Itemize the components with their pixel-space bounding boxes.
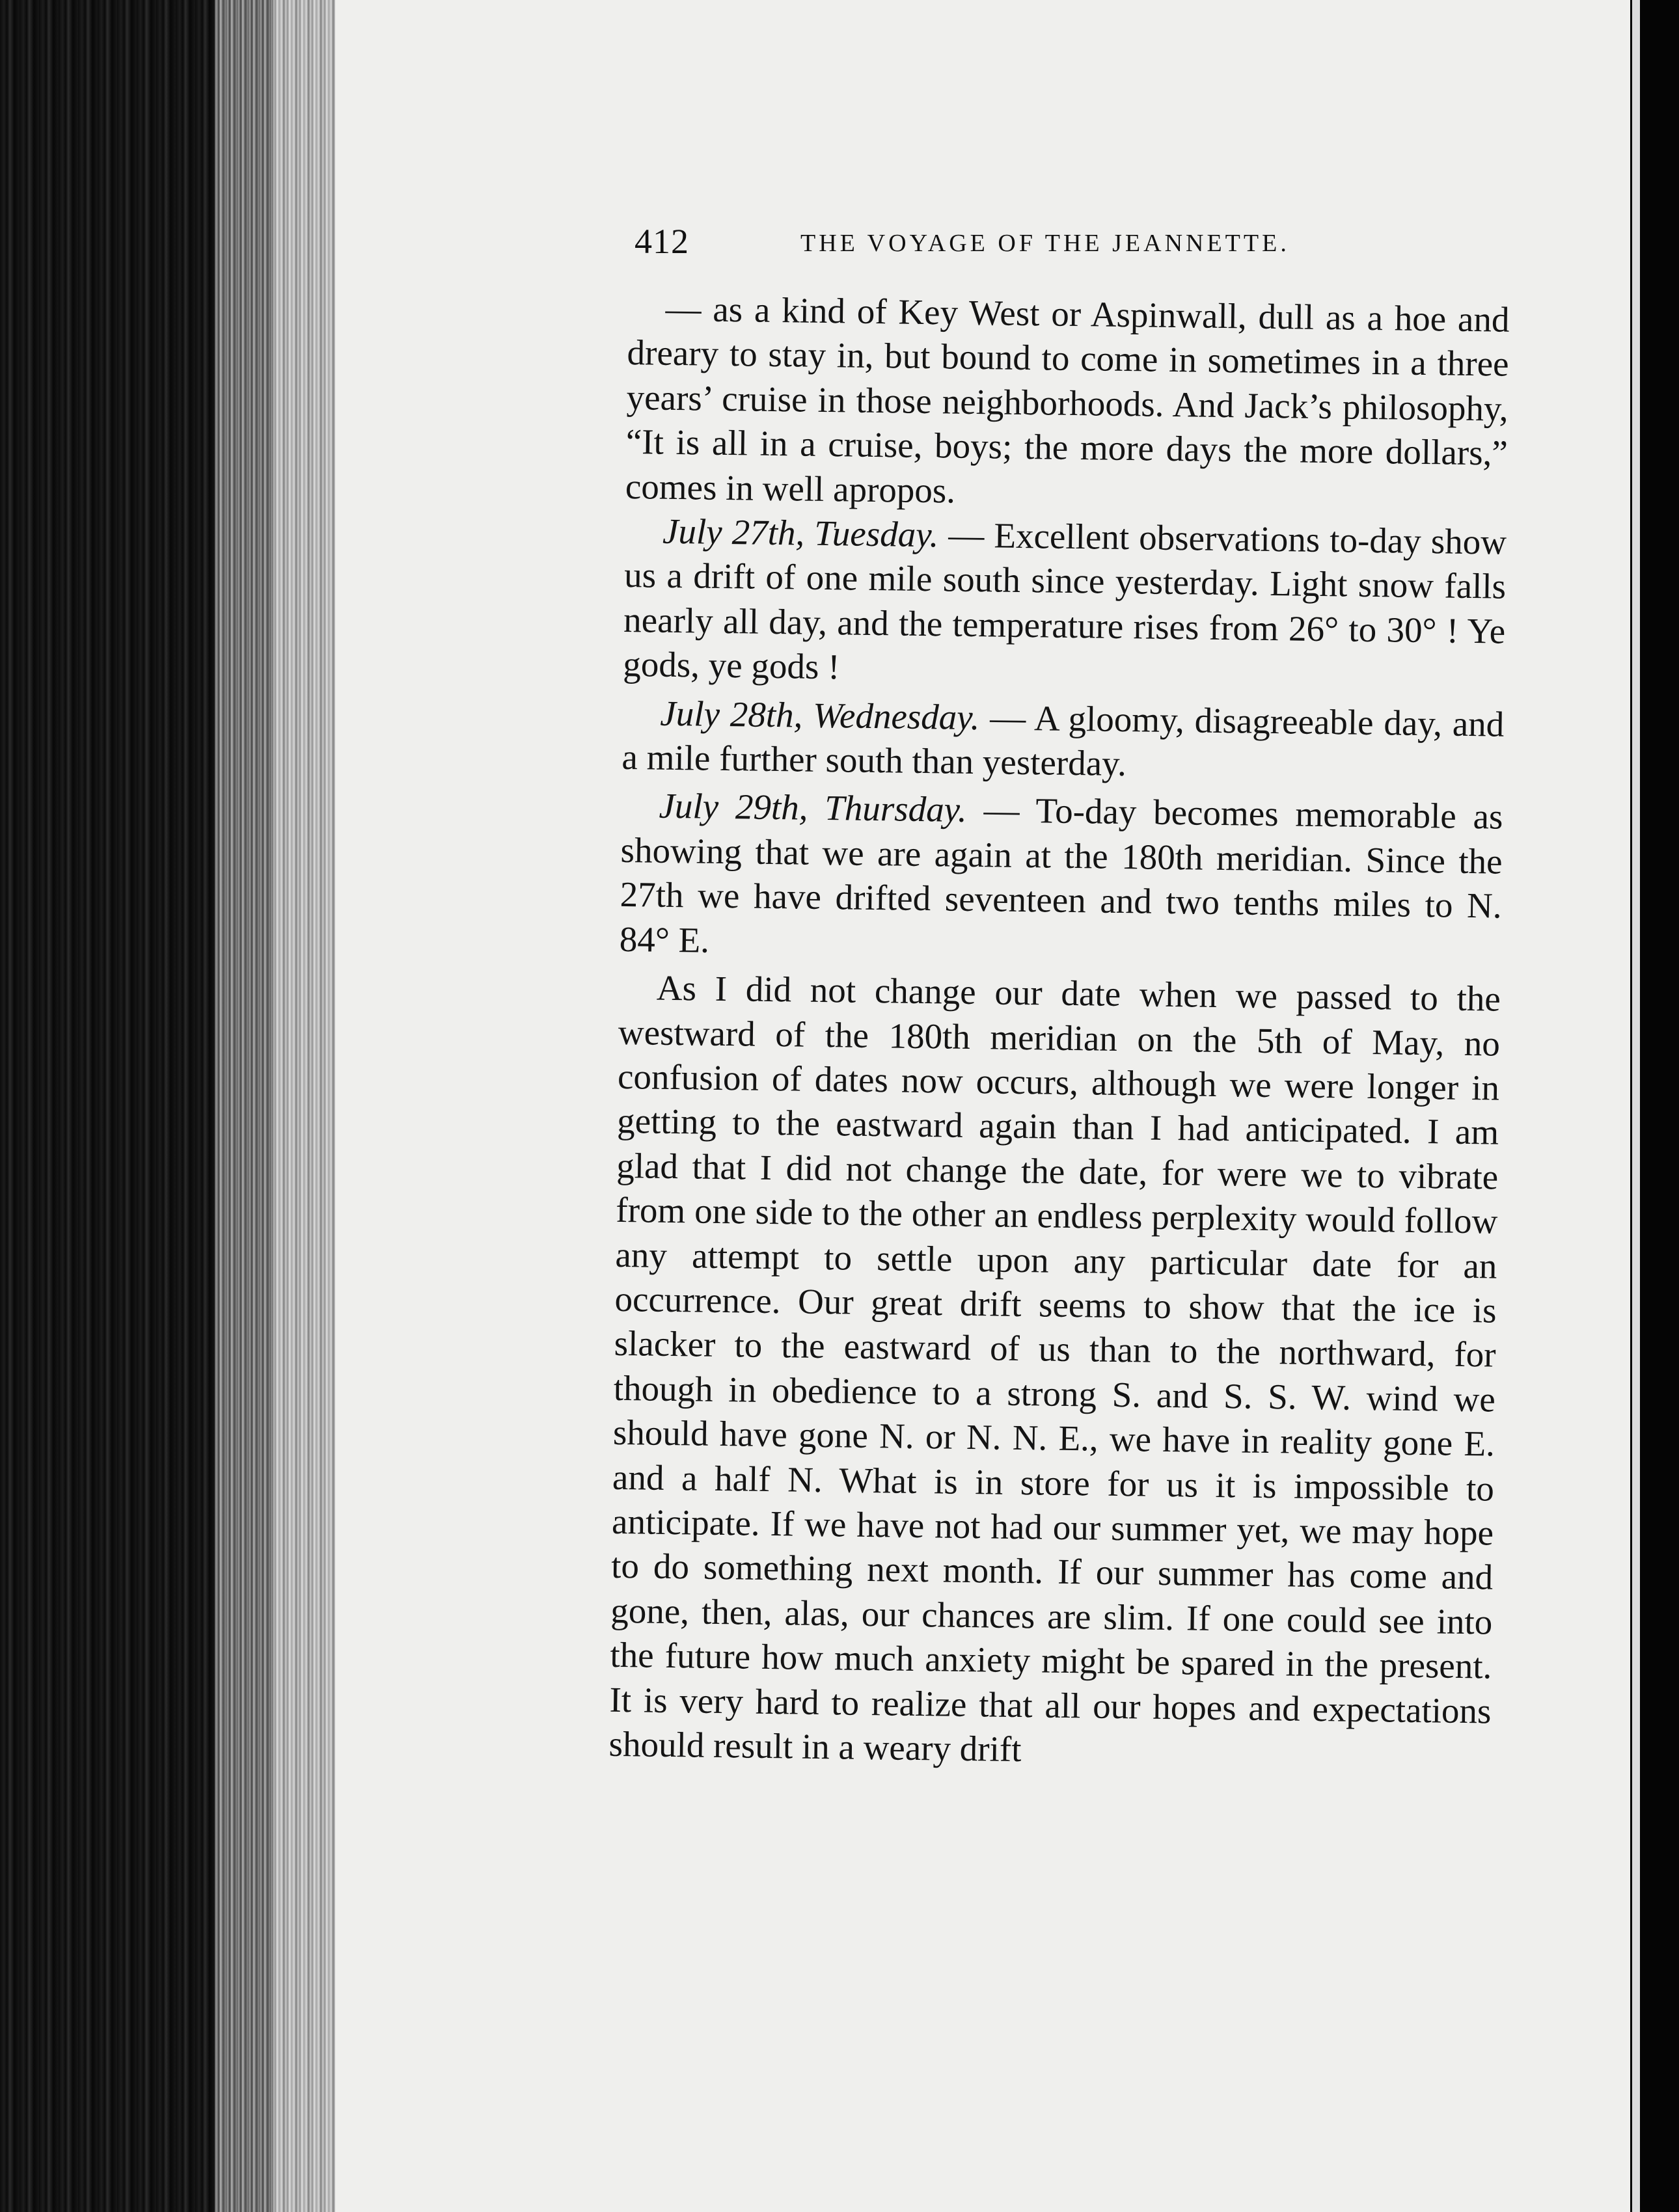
- entry-text: — Excellent observations to-day show us a drift of one mile south since yesterday. Light snow falls nearly all day, and the temperature rises from 26° to 30° ! Ye gods, ye gods !: [622, 515, 1507, 687]
- running-head: THE VOYAGE OF THE JEANNETTE.: [800, 230, 1290, 257]
- page-header: [635, 221, 1481, 267]
- page-number: 412: [635, 222, 689, 261]
- entry-text: — To-day becomes memorable as showing that we are again at the 180th meridian. Since the 27th we have drifted seventeen and two tenths miles to N. 84° E.: [619, 790, 1503, 960]
- scan-border-line: [1632, 0, 1640, 2212]
- paragraph: As I did not change our date when we passed to the westward of the 180th meridian on the 5th of May, no confusion of dates now occurs, although we were longer in getting to the eastward again than I had anticipated. I am glad that I did not change the date, for were we to vibrate from one side to the other an endless perplexity would follow any attempt to settle upon any particular date for an occurrence. Our great drift seems to show that the ice is slacker to the eastward of us than to the northward, for though in obedience to a strong S. and S. S. W. wind we should have gone N. or N. N. E., we have in reality gone E. and a half N. What is in store for us it is impossible to anticipate. If we have not had our summer yet, we may hope to do something next month. If our summer has come and gone, then, alas, our chances are slim. If one could see into the future how much anxiety might be spared in the present. It is very hard to realize that all our hopes and expectations should result in a weary drift: [608, 967, 1501, 1770]
- entry-date: July 29th, Thursday.: [659, 786, 968, 830]
- journal-entry-july-27: [623, 509, 1507, 698]
- paragraph: — as a kind of Key West or Aspinwall, dull as a hoe and dreary to stay in, but bound to come in sometimes in a three years’ cruise in those neighborhoods. And Jack’s philosophy, “It is all in a cruise, boys; the more days the more dollars,” comes in well apropos.: [625, 288, 1510, 511]
- page-edges: [273, 0, 335, 2212]
- entry-text: — A gloomy, disagreeable day, and a mile further south than yesterday.: [621, 697, 1505, 784]
- body-text: [608, 286, 1510, 1778]
- entry-date: July 28th, Wednesday.: [660, 693, 980, 737]
- entry-date: July 27th, Tuesday.: [662, 511, 939, 555]
- journal-entry-july-29: [619, 783, 1503, 973]
- spine-edge: [215, 0, 273, 2212]
- journal-entry-july-28: [621, 691, 1505, 792]
